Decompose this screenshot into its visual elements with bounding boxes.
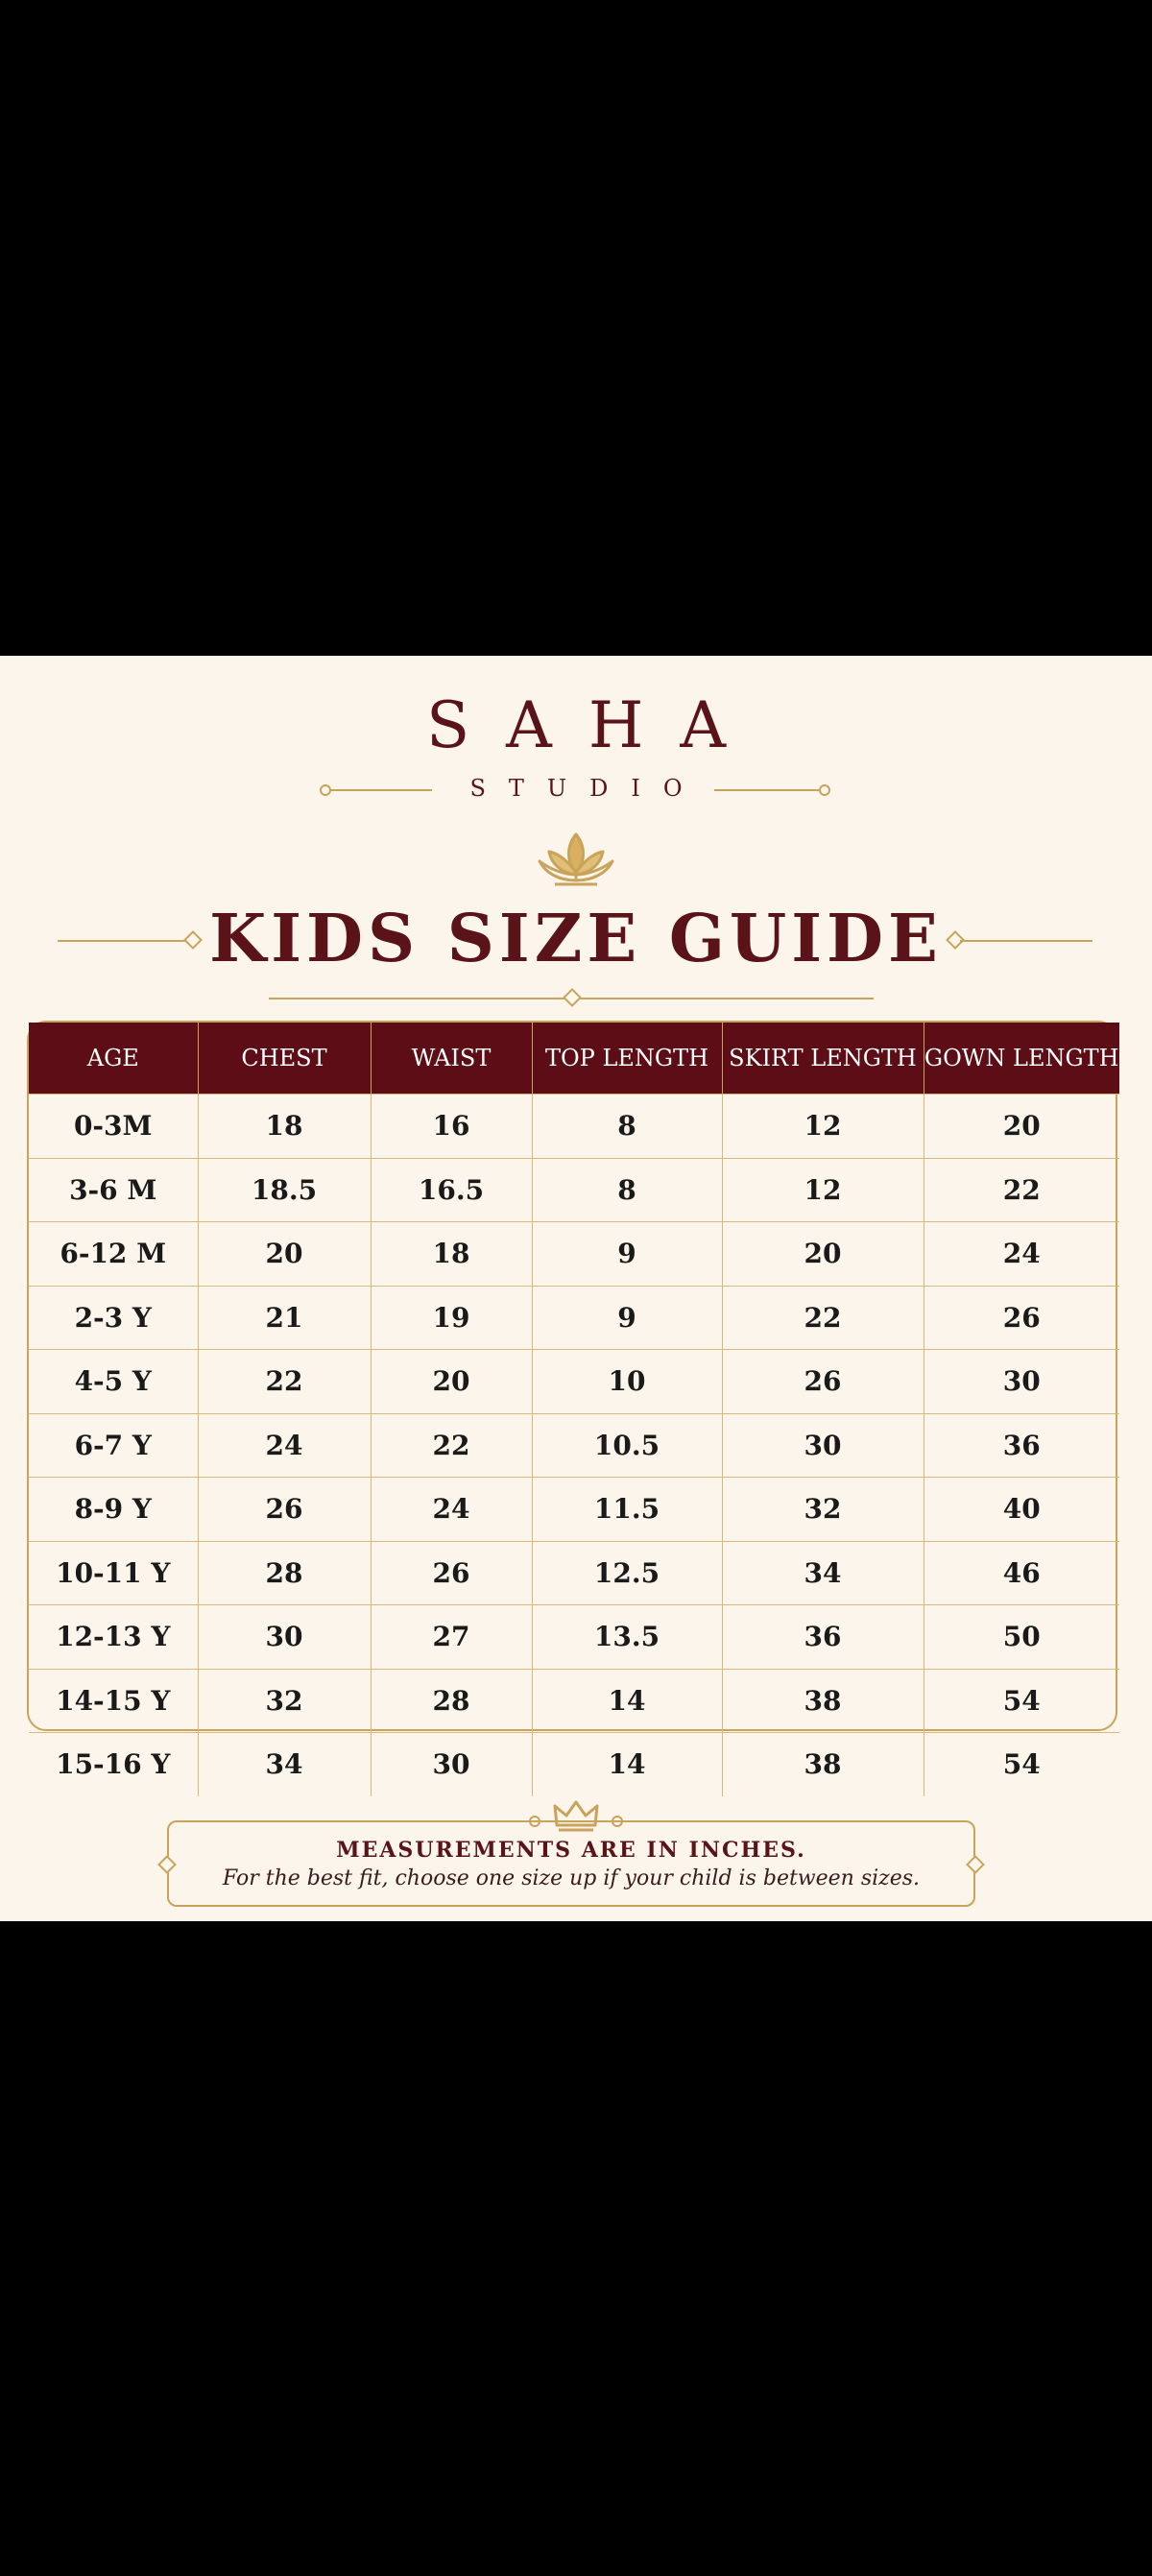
cell-chest: 24 (198, 1413, 371, 1478)
table-row (29, 1222, 1119, 1287)
cell-gown-length: 40 (924, 1478, 1119, 1542)
header-skirt-length: SKIRT LENGTH (722, 1023, 924, 1095)
page-title: KIDS SIZE GUIDE (209, 901, 943, 977)
cell-chest: 32 (198, 1669, 371, 1733)
cell-waist: 27 (371, 1605, 532, 1670)
cell-age: 12-13 Y (29, 1605, 198, 1670)
header-waist: WAIST (371, 1023, 532, 1095)
cell-waist: 26 (371, 1541, 532, 1605)
cell-skirt-length: 34 (722, 1541, 924, 1605)
cell-chest: 28 (198, 1541, 371, 1605)
cell-waist: 18 (371, 1222, 532, 1287)
cell-skirt-length: 38 (722, 1669, 924, 1733)
cell-top-length: 8 (532, 1158, 722, 1222)
cell-waist: 24 (371, 1478, 532, 1542)
cell-waist: 19 (371, 1286, 532, 1350)
cell-age: 4-5 Y (29, 1350, 198, 1414)
cell-chest: 26 (198, 1478, 371, 1542)
cell-age: 0-3M (29, 1095, 198, 1159)
cell-age: 6-12 M (29, 1222, 198, 1287)
cell-top-length: 14 (532, 1733, 722, 1796)
cell-skirt-length: 32 (722, 1478, 924, 1542)
table-row (29, 1095, 1119, 1159)
header-chest: CHEST (198, 1023, 371, 1095)
cell-chest: 18.5 (198, 1158, 371, 1222)
table-row (29, 1286, 1119, 1350)
cell-age: 3-6 M (29, 1158, 198, 1222)
cell-gown-length: 50 (924, 1605, 1119, 1670)
cell-top-length: 10.5 (532, 1413, 722, 1478)
cell-gown-length: 36 (924, 1413, 1119, 1478)
cell-skirt-length: 38 (722, 1733, 924, 1796)
cell-chest: 22 (198, 1350, 371, 1414)
cell-chest: 20 (198, 1222, 371, 1287)
header-top-length: TOP LENGTH (532, 1023, 722, 1095)
brand-subtitle: STUDIO (469, 775, 706, 802)
cell-skirt-length: 26 (722, 1350, 924, 1414)
cell-skirt-length: 12 (722, 1158, 924, 1222)
divider-dot-right (819, 784, 830, 796)
cell-top-length: 11.5 (532, 1478, 722, 1542)
cell-top-length: 10 (532, 1350, 722, 1414)
cell-chest: 21 (198, 1286, 371, 1350)
cell-age: 6-7 Y (29, 1413, 198, 1478)
note-title: MEASUREMENTS ARE IN INCHES. (336, 1838, 806, 1863)
cell-chest: 30 (198, 1605, 371, 1670)
cell-waist: 20 (371, 1350, 532, 1414)
cell-gown-length: 30 (924, 1350, 1119, 1414)
cell-waist: 16 (371, 1095, 532, 1159)
cell-chest: 18 (198, 1095, 371, 1159)
cell-age: 2-3 Y (29, 1286, 198, 1350)
table-row (29, 1478, 1119, 1542)
table-header-row (29, 1023, 1119, 1095)
note-text: For the best fit, choose one size up if your child is between sizes. (222, 1866, 921, 1890)
cell-age: 14-15 Y (29, 1669, 198, 1733)
lotus-icon (536, 827, 616, 888)
brand-name: SAHA (425, 688, 763, 762)
table-row (29, 1413, 1119, 1478)
cell-gown-length: 46 (924, 1541, 1119, 1605)
table-row (29, 1669, 1119, 1733)
table-row (29, 1350, 1119, 1414)
cell-skirt-length: 22 (722, 1286, 924, 1350)
cell-waist: 28 (371, 1669, 532, 1733)
header-gown-length: GOWN LENGTH (924, 1023, 1119, 1095)
cell-waist: 22 (371, 1413, 532, 1478)
divider-line-right (714, 789, 822, 791)
cell-age: 8-9 Y (29, 1478, 198, 1542)
size-table (27, 1021, 1119, 1781)
cell-waist: 30 (371, 1733, 532, 1796)
cell-gown-length: 26 (924, 1286, 1119, 1350)
header-age: AGE (29, 1023, 198, 1095)
cell-skirt-length: 36 (722, 1605, 924, 1670)
cell-gown-length: 20 (924, 1095, 1119, 1159)
cell-age: 15-16 Y (29, 1733, 198, 1796)
cell-gown-length: 54 (924, 1669, 1119, 1733)
cell-skirt-length: 12 (722, 1095, 924, 1159)
table-row (29, 1158, 1119, 1222)
cell-top-length: 9 (532, 1286, 722, 1350)
size-guide-card (0, 656, 1152, 1921)
cell-skirt-length: 20 (722, 1222, 924, 1287)
cell-gown-length: 54 (924, 1733, 1119, 1796)
cell-top-length: 13.5 (532, 1605, 722, 1670)
cell-chest: 34 (198, 1733, 371, 1796)
cell-top-length: 14 (532, 1669, 722, 1733)
cell-waist: 16.5 (371, 1158, 532, 1222)
cell-top-length: 8 (532, 1095, 722, 1159)
cell-top-length: 9 (532, 1222, 722, 1287)
table-row (29, 1733, 1119, 1796)
cell-age: 10-11 Y (29, 1541, 198, 1605)
measurement-note (167, 1820, 975, 1907)
table-row (29, 1605, 1119, 1670)
cell-skirt-length: 30 (722, 1413, 924, 1478)
cell-gown-length: 24 (924, 1222, 1119, 1287)
cell-top-length: 12.5 (532, 1541, 722, 1605)
brand-subtitle-row (0, 771, 1152, 809)
table-row (29, 1541, 1119, 1605)
title-line-right (960, 940, 1092, 942)
cell-gown-length: 22 (924, 1158, 1119, 1222)
title-underline-diamond (563, 988, 582, 1007)
